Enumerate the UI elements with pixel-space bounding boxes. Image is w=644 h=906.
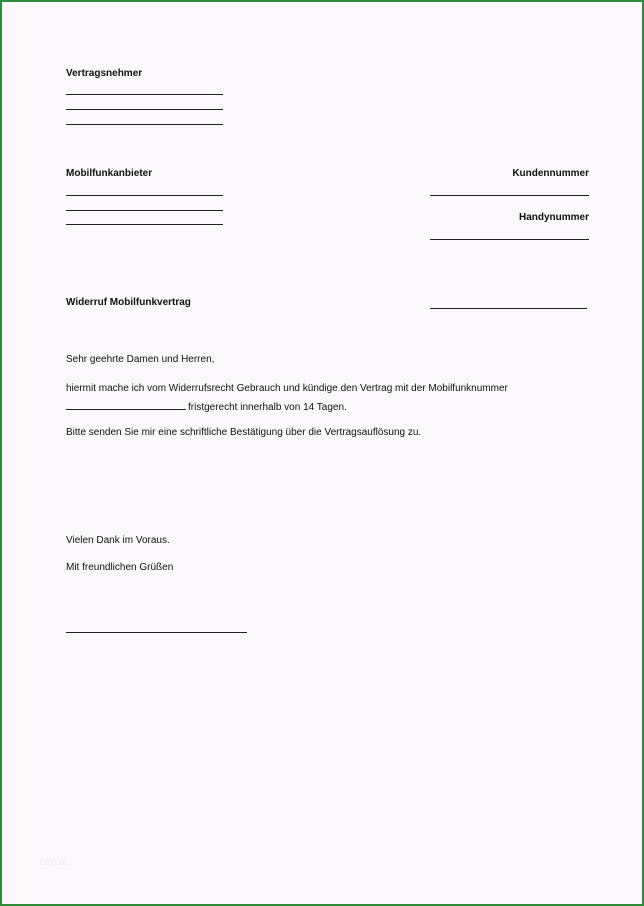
sender-heading: Vertragsnehmer (66, 68, 143, 79)
customer-number-label: Kundennummer (512, 168, 589, 179)
paragraph1-line2: fristgerecht innerhalb von 14 Tagen. (188, 402, 347, 413)
mobile-number-blank[interactable] (66, 400, 186, 410)
sender-line-1[interactable] (66, 94, 223, 95)
closing-line: Mit freundlichen Grüßen (66, 562, 174, 573)
phone-number-line[interactable] (430, 239, 589, 240)
provider-line-3[interactable] (66, 224, 223, 225)
paragraph2: Bitte senden Sie mir eine schriftliche Bestätigung über die Vertragsauflösung zu. (66, 427, 422, 438)
watermark-text: http://... (40, 857, 74, 868)
provider-line-2[interactable] (66, 210, 223, 211)
signature-line[interactable] (66, 632, 247, 633)
sender-line-2[interactable] (66, 109, 223, 110)
paragraph1-line1: hiermit mache ich vom Widerrufsrecht Gebrauch und kündige den Vertrag mit der Mobilfunknummer (66, 383, 508, 394)
provider-line-1[interactable] (66, 195, 223, 196)
paragraph1-line2-wrap (66, 400, 347, 414)
salutation: Sehr geehrte Damen und Herren, (66, 354, 215, 365)
provider-heading: Mobilfunkanbieter (66, 168, 153, 179)
date-line[interactable] (430, 308, 587, 309)
customer-number-line[interactable] (430, 195, 589, 196)
subject-heading: Widerruf Mobilfunkvertrag (66, 297, 191, 308)
sender-line-3[interactable] (66, 124, 223, 125)
phone-number-label: Handynummer (518, 212, 589, 223)
thanks-line: Vielen Dank im Voraus. (66, 535, 170, 546)
